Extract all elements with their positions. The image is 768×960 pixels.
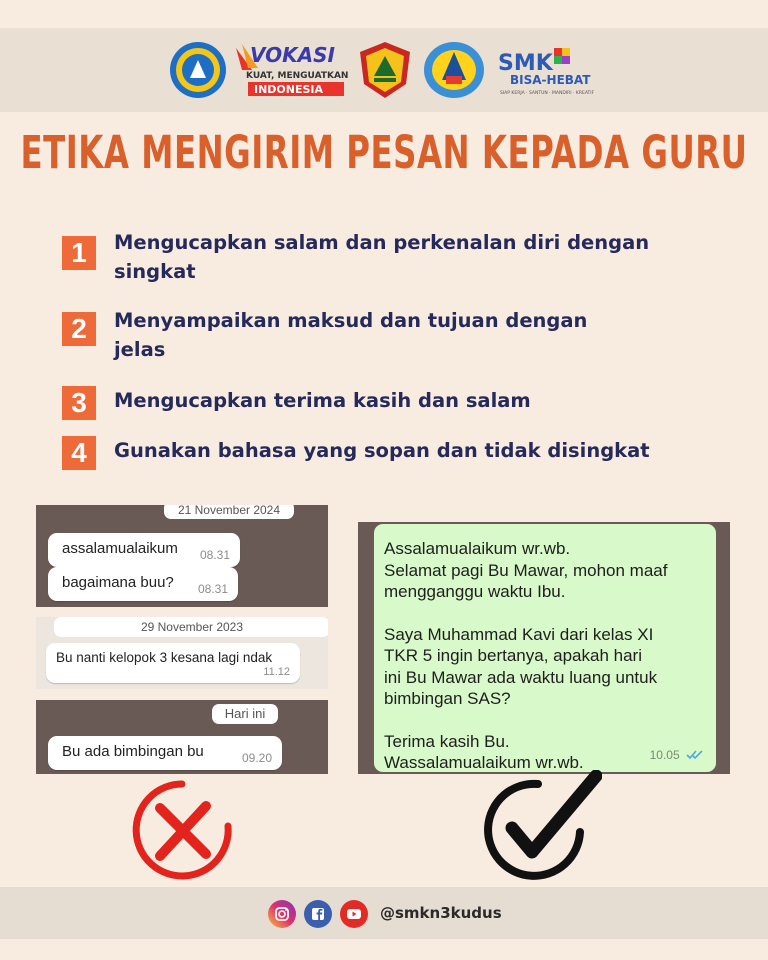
item-text: Menyampaikan maksud dan tujuan dengan jelas [114, 309, 588, 361]
chat-bubble: Bu nanti kelopok 3 kesana lagi ndak 11.12 [46, 643, 300, 683]
number-badge: 1 [62, 236, 96, 270]
chat-bubble: assalamualaikum 08.31 [48, 533, 240, 567]
good-chat-bubble: Assalamualaikum wr.wb. Selamat pagi Bu Mawar, mohon maaf mengganggu waktu Ibu. Saya Muhammad Kavi dari kelas XI TKR 5 ingin bertanya, apakah hari ini Bu Mawar ada waktu luang untuk bimbingan SAS? Terima kasih Bu. Wassalamualaikum wr.wb. 10.05 [374, 524, 716, 772]
x-circle-icon [128, 776, 236, 884]
number-badge: 3 [62, 386, 96, 420]
bad-chat-3 [36, 700, 328, 774]
message-time: 10.05 [650, 745, 704, 767]
number-badge: 2 [62, 312, 96, 346]
vokasi-tagline: KUAT, MENGUATKAN [246, 71, 348, 81]
bad-chat-1 [36, 505, 328, 607]
date-separator: 29 November 2023 [54, 617, 328, 637]
item-text: Mengucapkan terima kasih dan salam [114, 389, 531, 412]
smk-subline: SIAP KERJA · SANTUN · MANDIRI · KREATIF [500, 91, 595, 96]
item-text: Mengucapkan salam dan perkenalan diri dengan singkat [114, 231, 650, 283]
page-title: ETIKA MENGIRIM PESAN KEPADA GURU [20, 128, 748, 180]
social-handle[interactable]: @smkn3kudus [380, 904, 502, 922]
kemendikbud-logo [168, 40, 228, 100]
chat-bubble: bagaimana buu? 08.31 [48, 567, 238, 601]
facebook-icon[interactable] [304, 900, 332, 928]
list-item-2 [62, 306, 722, 364]
check-circle-icon [478, 770, 602, 888]
smk-tagline: BISA-HEBAT [510, 73, 591, 87]
instagram-icon[interactable] [268, 900, 296, 928]
list-item-4 [62, 436, 722, 470]
chat-bubble: Bu ada bimbingan bu 09.20 [48, 736, 282, 770]
youtube-icon[interactable] [340, 900, 368, 928]
list-item-3 [62, 386, 722, 420]
list-item-1 [62, 228, 722, 286]
kudus-logo [422, 40, 486, 100]
jawa-tengah-logo [356, 40, 414, 100]
double-check-icon [686, 750, 704, 760]
bad-chat-2 [36, 617, 328, 689]
item-text: Gunakan bahasa yang sopan dan tidak disingkat [114, 439, 650, 462]
date-separator: Hari ini [212, 704, 278, 724]
smk-wordmark: SMK [498, 51, 553, 76]
number-badge: 4 [62, 436, 96, 470]
smk-bisa-hebat-logo [496, 40, 596, 100]
date-separator: 21 November 2024 [164, 505, 294, 519]
vokasi-logo [232, 40, 348, 100]
vokasi-wordmark: VOKASI [250, 43, 335, 67]
vokasi-country: INDONESIA [254, 83, 324, 96]
